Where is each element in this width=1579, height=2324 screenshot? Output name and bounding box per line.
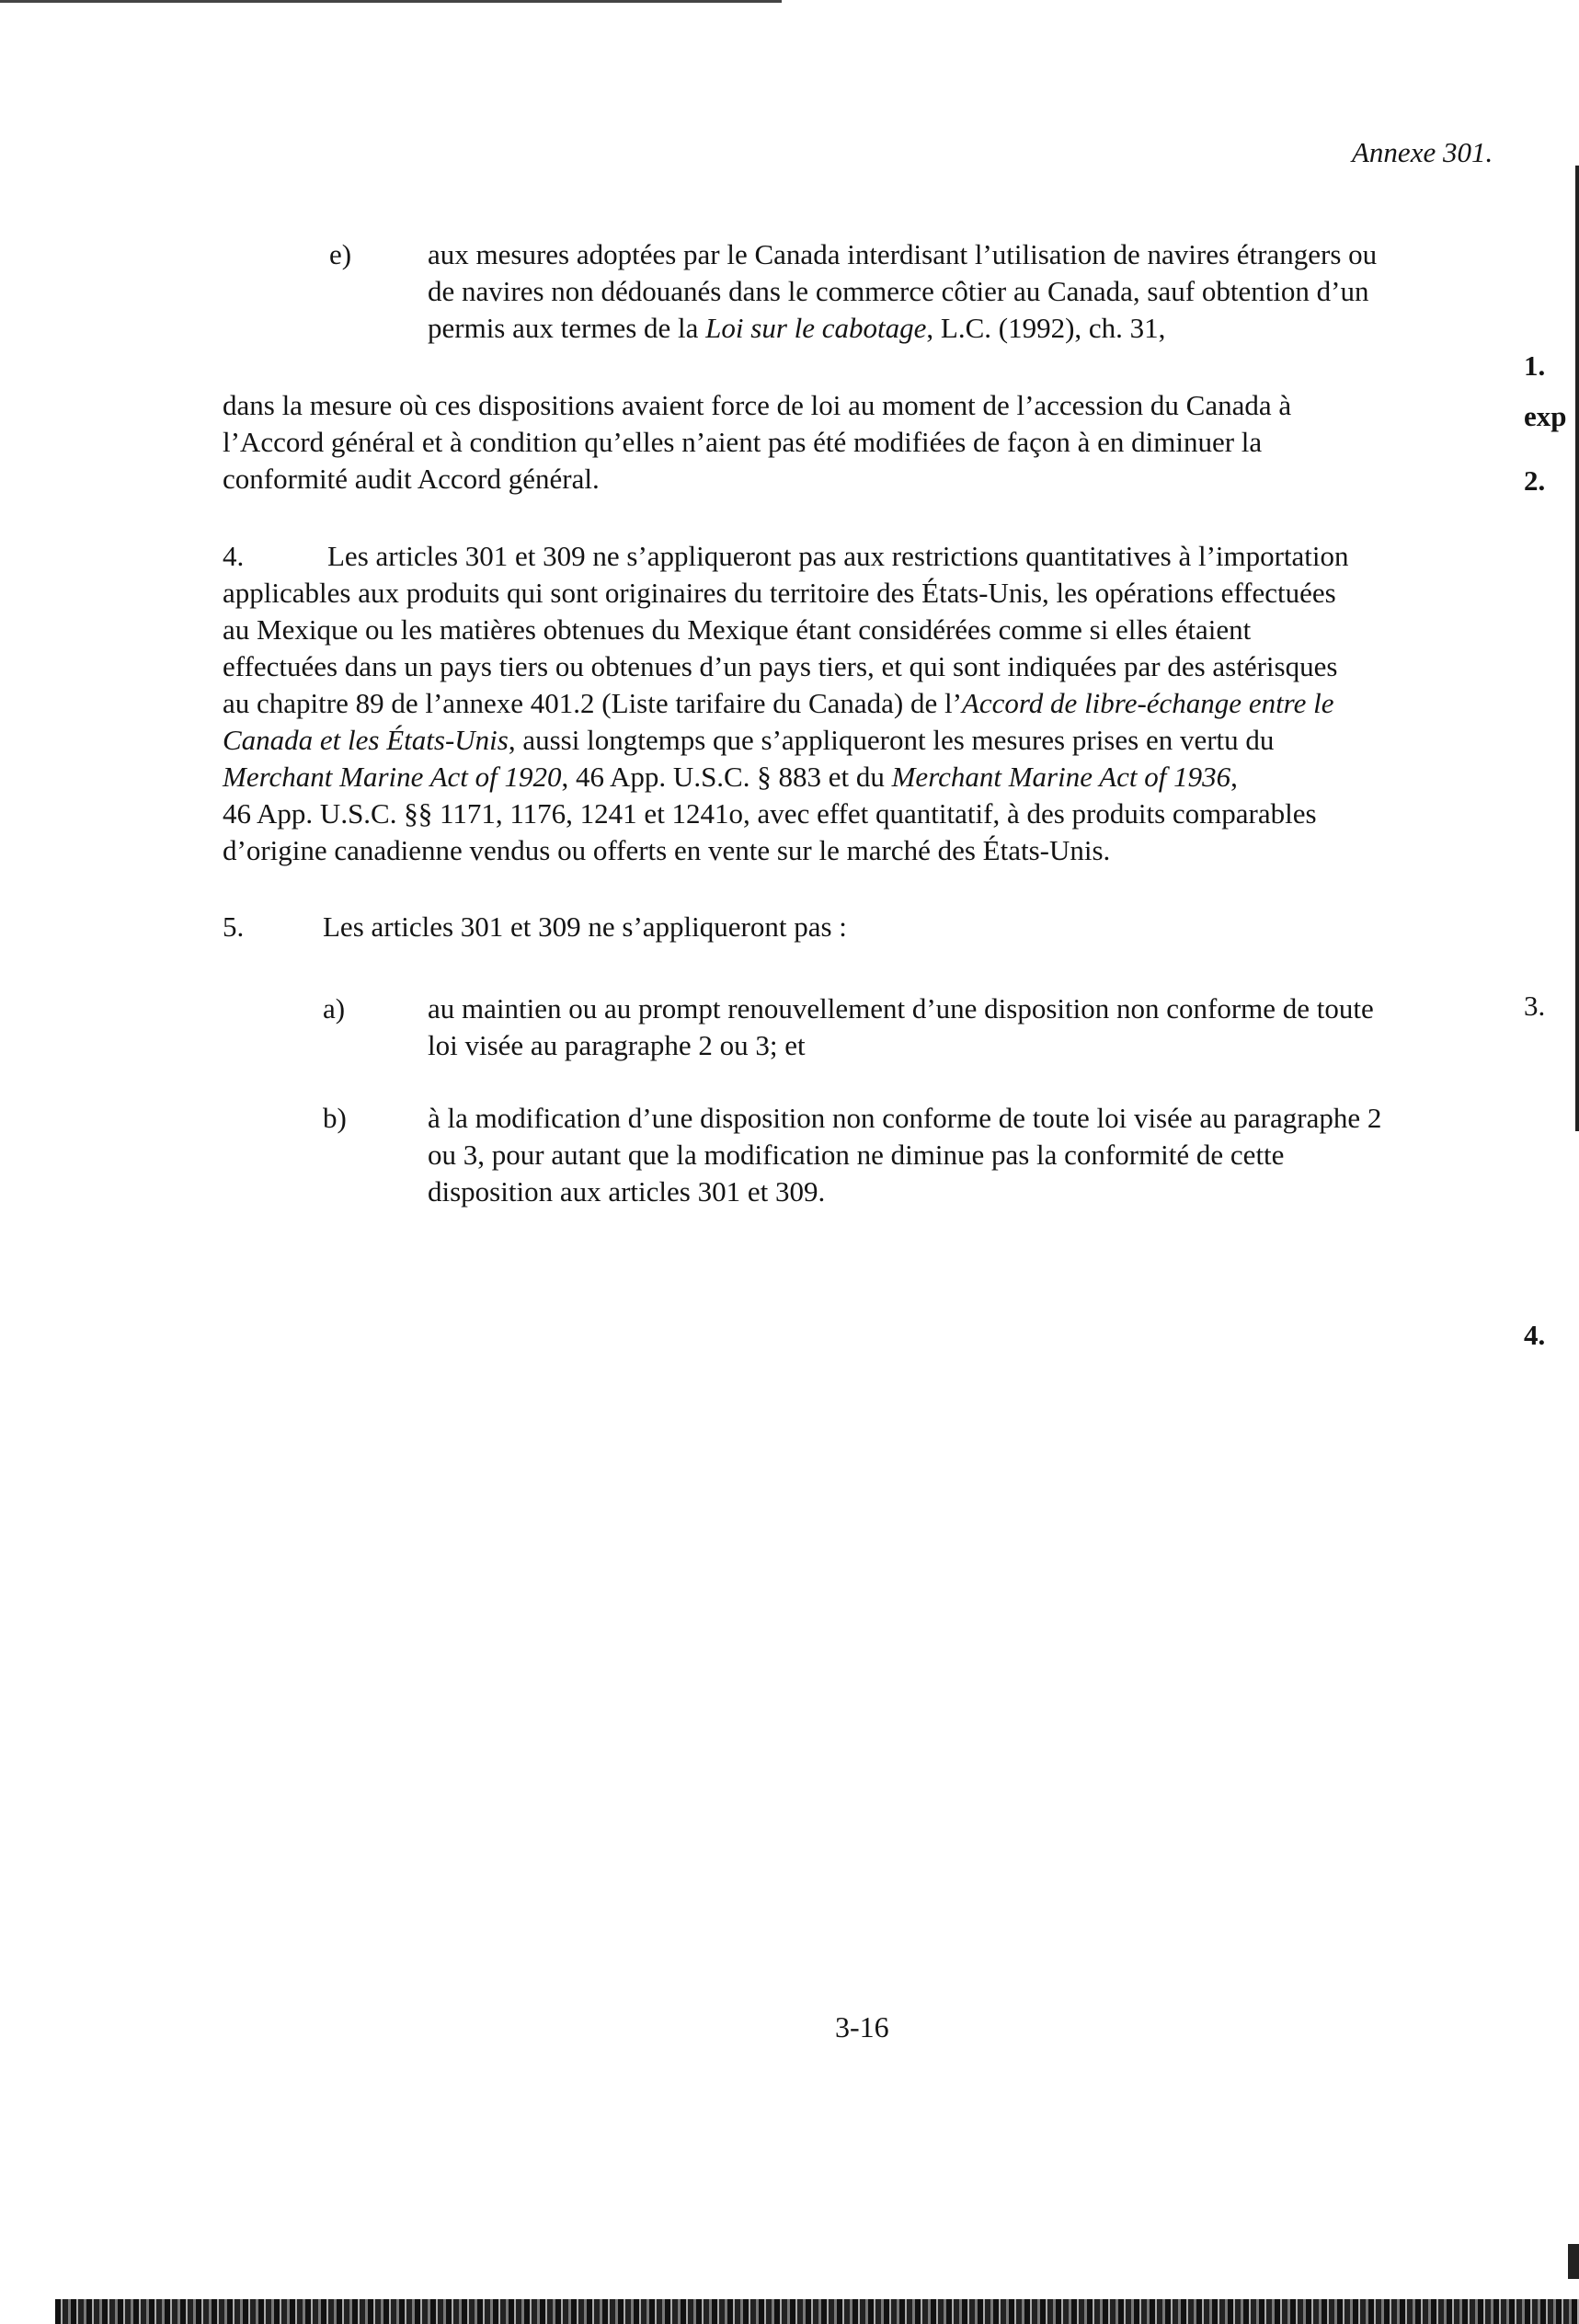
scan-bottom-edge-blank [0, 2299, 55, 2324]
item-b-line-3: disposition aux articles 301 et 309. [428, 1175, 826, 1208]
para-4-line-6-post: , aussi longtemps que s’appliqueront les mesures prises en vertu du [508, 724, 1275, 756]
item-e-text [428, 236, 1377, 347]
edge-fragment-3: 3. [1524, 990, 1546, 1022]
continuation-line-3: conformité audit Accord général. [223, 463, 600, 495]
item-a-text [428, 990, 1374, 1064]
para-5-number: 5. [223, 910, 245, 943]
item-e-line-1: aux mesures adoptées par le Canada interdisant l’utilisation de navires étrangers ou [428, 238, 1378, 270]
scan-right-edge-mark [1568, 2244, 1579, 2279]
item-a-line-1: au maintien ou au prompt renouvellement d’une disposition non conforme de toute [428, 992, 1374, 1025]
scan-top-line [0, 0, 782, 3]
para-4-line-2: applicables aux produits qui sont originaires du territoire des États-Unis, les opérations effectuées [223, 577, 1336, 609]
scan-right-edge-shadow [1575, 166, 1579, 1131]
para-4-line-3: au Mexique ou les matières obtenues du Mexique étant considérées comme si elles étaient [223, 613, 1252, 646]
edge-fragment-exp: exp [1524, 400, 1567, 432]
item-b-line-1: à la modification d’une disposition non conforme de toute loi visée au paragraphe 2 [428, 1102, 1382, 1134]
item-e-line-2: de navires non dédouanés dans le commerce côtier au Canada, sauf obtention d’un [428, 275, 1369, 307]
para-5-intro: Les articles 301 et 309 ne s’appliqueront pas : [323, 910, 847, 943]
para-4-line-7-post: , [1230, 761, 1238, 793]
para-4-line-5-title: Accord de libre-échange entre le [961, 687, 1334, 719]
continuation-line-1: dans la mesure où ces dispositions avaient force de loi au moment de l’accession du Canada à [223, 389, 1292, 421]
annex-header: Annexe 301. [1352, 136, 1493, 168]
para-4-line-9: d’origine canadienne vendus ou offerts en vente sur le marché des États-Unis. [223, 834, 1111, 866]
para-4-line-1: Les articles 301 et 309 ne s’appliqueront pas aux restrictions quantitatives à l’importation [327, 540, 1349, 572]
item-e-label: e) [329, 238, 352, 270]
para-4-line-5-pre: au chapitre 89 de l’annexe 401.2 (Liste tarifaire du Canada) de l’ [223, 687, 962, 719]
para-4-line-4: effectuées dans un pays tiers ou obtenues d’un pays tiers, et qui sont indiquées par des astérisques [223, 650, 1338, 682]
continuation-paragraph [223, 387, 1291, 498]
para-4-line-6-title: Canada et les États-Unis [223, 724, 509, 756]
para-4-text [223, 538, 1349, 869]
edge-fragment-2: 2. [1524, 464, 1546, 497]
para-4-line-8: 46 App. U.S.C. §§ 1171, 1176, 1241 et 1241o, avec effet quantitatif, à des produits comparables [223, 797, 1317, 830]
page-number: 3-16 [835, 2010, 889, 2044]
para-4-line-6 [223, 722, 1349, 759]
para-4-line-7 [223, 759, 1349, 796]
para-4-line-5 [223, 685, 1349, 722]
edge-fragment-4: 4. [1524, 1319, 1546, 1351]
item-e-line-3-pre: permis aux termes de la [428, 312, 706, 344]
scan-bottom-edge-noise [0, 2299, 1579, 2324]
item-b-line-2: ou 3, pour autant que la modification ne diminue pas la conformité de cette [428, 1139, 1285, 1171]
item-b-text [428, 1100, 1381, 1210]
item-b-label: b) [323, 1102, 347, 1134]
item-a-label: a) [323, 992, 346, 1025]
item-a-line-2: loi visée au paragraphe 2 ou 3; et [428, 1029, 806, 1061]
para-4-line-7-act-1936: Merchant Marine Act of 1936 [891, 761, 1231, 793]
para-4-number: 4. [223, 540, 245, 572]
item-e-line-3-law: Loi sur le cabotage [705, 312, 927, 344]
item-e-line-3-post: , L.C. (1992), ch. 31, [926, 312, 1166, 344]
para-4-line-7-act-1920: Merchant Marine Act of 1920 [223, 761, 562, 793]
continuation-line-2: l’Accord général et à condition qu’elles n’aient pas été modifiées de façon à en diminuer la [223, 426, 1263, 458]
para-4-line-7-mid: , 46 App. U.S.C. § 883 et du [561, 761, 892, 793]
edge-fragment-1: 1. [1524, 349, 1546, 382]
item-e-line-3 [428, 310, 1377, 347]
